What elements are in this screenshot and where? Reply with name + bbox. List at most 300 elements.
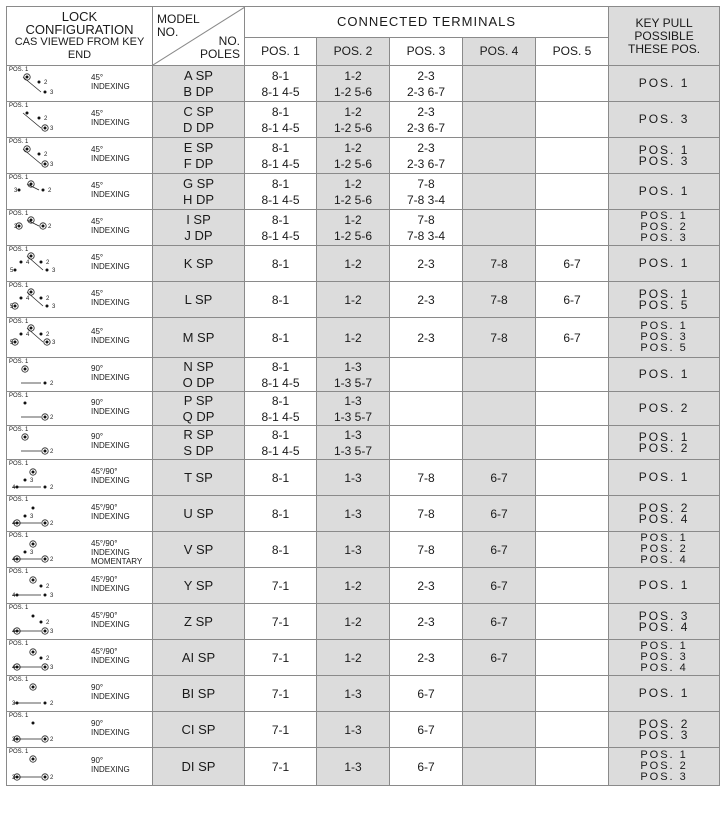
model-value: K SP: [183, 255, 214, 271]
pos2-value: 1-3 5-7: [333, 375, 373, 390]
pos5-cell: [536, 246, 609, 282]
lock-config-cell: [7, 640, 153, 676]
pos1-cell: [245, 66, 317, 102]
key-pull-value: POS. 1: [638, 429, 690, 444]
pos2-value: 1-2: [344, 176, 362, 191]
pos1-tag: POS. 1: [9, 359, 29, 365]
model-value: Q DP: [182, 408, 215, 424]
pos3-cell: [390, 496, 463, 532]
table-row: [7, 568, 720, 604]
key-pull-value: POS. 4: [640, 662, 688, 674]
pos4-cell: [463, 748, 536, 786]
pos1-value: 8-1 4-5: [261, 409, 300, 424]
pos1-value: 8-1: [271, 542, 290, 557]
pos5-value: 6-7: [563, 330, 581, 345]
pos2-value: 1-2 5-6: [333, 228, 373, 243]
pos5-cell: [536, 640, 609, 676]
pos5-cell: [536, 604, 609, 640]
svg-text:4: 4: [12, 485, 16, 491]
config-text: [91, 181, 130, 199]
pos1-tag: POS. 1: [9, 139, 29, 145]
pos2-value: 1-3: [344, 427, 362, 442]
pos1-cell: [245, 426, 317, 460]
pos2-value: 1-2: [344, 614, 362, 629]
pos1-tag: POS. 1: [9, 103, 29, 109]
svg-text:2: 2: [50, 557, 54, 563]
pos3-cell: [390, 568, 463, 604]
pos1-value: 7-1: [271, 614, 290, 629]
pos3-value: 2-3: [417, 104, 435, 119]
pos3-value: 2-3: [417, 68, 435, 83]
svg-text:3: 3: [30, 478, 34, 484]
pos1-cell: [245, 712, 317, 748]
model-cell: [153, 676, 245, 712]
pos1-cell: [245, 676, 317, 712]
pos1-value: 7-1: [271, 578, 290, 593]
pos1-value: 8-1: [271, 104, 290, 119]
svg-text:5: 5: [10, 268, 14, 274]
pos3-cell: [390, 66, 463, 102]
no-poles-label: NO. POLES: [199, 34, 240, 61]
lock-config-cell: [7, 426, 153, 460]
pos3-value: 2-3: [417, 140, 435, 155]
degree-label: 45°/90°: [91, 539, 118, 548]
pos1-cell: [245, 102, 317, 138]
svg-text:2: 2: [50, 737, 54, 743]
svg-text:3: 3: [50, 90, 54, 96]
pos1-cell: [245, 318, 317, 358]
pos3-value: 7-8: [417, 470, 435, 485]
table-row: [7, 246, 720, 282]
lock-config-line1: LOCK: [61, 9, 98, 24]
key-pull-value: POS. 1: [638, 578, 690, 592]
pos4-cell: [463, 532, 536, 568]
model-value: L SP: [184, 291, 213, 307]
key-pull-line3: THESE POS.: [628, 41, 701, 56]
config-text: [91, 575, 130, 593]
indexing-label: INDEXING: [91, 692, 130, 701]
svg-text:3: 3: [52, 340, 56, 346]
pos1-value: 8-1: [271, 140, 290, 155]
key-pull-line1: KEY PULL: [635, 15, 693, 30]
svg-text:3: 3: [14, 188, 18, 194]
table-row: [7, 640, 720, 676]
pos2-cell: [317, 748, 390, 786]
key-pull-value: POS. 3: [640, 651, 688, 663]
svg-text:4: 4: [26, 260, 30, 266]
svg-text:5: 5: [10, 340, 14, 346]
pos3-value: 7-8: [417, 212, 435, 227]
table-row: [7, 604, 720, 640]
key-pull-cell: [609, 282, 720, 318]
pos4-value: 6-7: [490, 578, 508, 593]
key-pull-value: POS. 2: [640, 221, 688, 233]
degree-label: 45°/90°: [91, 647, 118, 656]
pos5-cell: [536, 532, 609, 568]
indexing-label: INDEXING: [91, 262, 130, 271]
pos4-value: 7-8: [490, 292, 508, 307]
model-cell: [153, 246, 245, 282]
lock-config-cell: [7, 712, 153, 748]
pos2-value: 1-2 5-6: [333, 156, 373, 171]
pos2-value: 1-2: [344, 104, 362, 119]
pos2-value: 1-3 5-7: [333, 409, 373, 424]
svg-text:3: 3: [14, 224, 18, 230]
svg-text:3: 3: [50, 593, 54, 599]
pos2-cell: [317, 640, 390, 676]
degree-label: 45°/90°: [91, 575, 118, 584]
pos1-cell: [245, 460, 317, 496]
indexing-label: INDEXING: [91, 407, 130, 416]
pos3-value: 2-3 6-7: [406, 84, 446, 99]
pos3-cell: [390, 392, 463, 426]
pos4-cell: [463, 676, 536, 712]
pos4-cell: [463, 460, 536, 496]
table-row: [7, 174, 720, 210]
key-pull-value: POS. 1: [638, 286, 690, 301]
pos4-value: 6-7: [490, 542, 508, 557]
lock-config-cell: [7, 676, 153, 712]
model-cell: [153, 604, 245, 640]
pos3-value: 2-3: [417, 650, 435, 665]
pos4-cell: [463, 358, 536, 392]
model-no-label: MODEL NO.: [157, 12, 200, 39]
pos1-tag: POS. 1: [9, 641, 29, 647]
model-cell: [153, 392, 245, 426]
pos3-cell: [390, 460, 463, 496]
lock-config-cell: [7, 604, 153, 640]
model-cell: [153, 102, 245, 138]
degree-label: 90°: [91, 683, 104, 692]
pos5-cell: [536, 712, 609, 748]
svg-text:3: 3: [12, 737, 16, 743]
pos4-value: 7-8: [490, 330, 508, 345]
pos3-value: 2-3: [417, 614, 435, 629]
model-cell: [153, 426, 245, 460]
key-pull-value: POS. 1: [640, 532, 688, 544]
degree-label: 45°: [91, 217, 104, 226]
pos1-value: 8-1: [271, 176, 290, 191]
pos1-value: 8-1: [271, 330, 290, 345]
lock-config-cell: [7, 392, 153, 426]
svg-text:2: 2: [46, 620, 50, 626]
key-pull-value: POS. 4: [638, 619, 690, 634]
key-pull-value: POS. 3: [638, 112, 690, 126]
pos4-header: POS. 4: [463, 37, 536, 65]
pos2-value: 1-2: [344, 650, 362, 665]
config-text: [91, 398, 130, 416]
config-text: [91, 364, 130, 382]
pos1-tag: POS. 1: [9, 605, 29, 611]
pos4-value: 7-8: [490, 256, 508, 271]
pos3-cell: [390, 358, 463, 392]
degree-label: 45°/90°: [91, 611, 118, 620]
table-row: [7, 318, 720, 358]
model-value: T SP: [184, 469, 213, 485]
pos5-cell: [536, 102, 609, 138]
indexing-label: INDEXING: [91, 298, 130, 307]
svg-text:3: 3: [30, 550, 34, 556]
svg-text:2: 2: [46, 584, 50, 590]
key-pull-value: POS. 3: [640, 771, 688, 783]
config-text: [91, 289, 130, 307]
pos3-value: 2-3: [417, 330, 435, 345]
pos2-value: 1-2: [344, 68, 362, 83]
pos1-tag: POS. 1: [9, 211, 29, 217]
table-row: [7, 102, 720, 138]
pos1-tag: POS. 1: [9, 461, 29, 467]
key-pull-value: POS. 3: [638, 608, 690, 623]
pos1-value: 8-1: [271, 427, 290, 442]
degree-label: 90°: [91, 432, 104, 441]
pos4-cell: [463, 640, 536, 676]
pos3-value: 6-7: [417, 722, 435, 737]
key-pull-cell: [609, 102, 720, 138]
lock-config-cell: [7, 102, 153, 138]
degree-label: 45°: [91, 253, 104, 262]
model-value: P SP: [183, 392, 214, 408]
key-pull-value: POS. 1: [640, 640, 688, 652]
pos2-cell: [317, 532, 390, 568]
model-cell: [153, 460, 245, 496]
pos2-cell: [317, 282, 390, 318]
pos2-cell: [317, 174, 390, 210]
pos1-cell: [245, 748, 317, 786]
degree-label: 45°/90°: [91, 467, 118, 476]
table-row: [7, 496, 720, 532]
pos2-value: 1-3: [344, 359, 362, 374]
pos2-value: 1-3: [344, 759, 362, 774]
pos5-header: POS. 5: [536, 37, 609, 65]
pos3-value: 2-3: [417, 256, 435, 271]
key-pull-cell: [609, 358, 720, 392]
indexing-label: INDEXING: [91, 154, 130, 163]
pos4-cell: [463, 318, 536, 358]
pos1-value: 8-1: [271, 506, 290, 521]
pos3-header: POS. 3: [390, 37, 463, 65]
lock-config-cell: [7, 748, 153, 786]
pos4-value: 6-7: [490, 506, 508, 521]
svg-text:4: 4: [12, 593, 16, 599]
lock-config-cell: [7, 460, 153, 496]
table-row: [7, 460, 720, 496]
model-cell: [153, 748, 245, 786]
svg-text:4: 4: [12, 557, 16, 563]
indexing-label: INDEXING: [91, 190, 130, 199]
pos1-value: 7-1: [271, 650, 290, 665]
pos3-value: 6-7: [417, 759, 435, 774]
degree-label: 90°: [91, 364, 104, 373]
key-pull-cell: [609, 532, 720, 568]
pos1-tag: POS. 1: [9, 533, 29, 539]
key-pull-cell: [609, 460, 720, 496]
pos4-cell: [463, 210, 536, 246]
pos1-cell: [245, 496, 317, 532]
degree-label: 45°: [91, 289, 104, 298]
key-pull-value: POS. 1: [638, 256, 690, 270]
key-pull-cell: [609, 66, 720, 102]
table-row: [7, 358, 720, 392]
pos1-tag: POS. 1: [9, 247, 29, 253]
svg-text:2: 2: [50, 415, 54, 421]
momentary-label: MOMENTARY: [91, 557, 143, 566]
model-value: C SP: [183, 103, 214, 119]
pos3-value: 2-3 6-7: [406, 120, 446, 135]
svg-text:4: 4: [12, 521, 16, 527]
pos5-cell: [536, 174, 609, 210]
pos2-value: 1-3: [344, 686, 362, 701]
lock-config-cell: [7, 174, 153, 210]
pos1-value: 8-1 4-5: [261, 120, 300, 135]
pos2-cell: [317, 496, 390, 532]
model-cell: [153, 282, 245, 318]
degree-label: 45°/90°: [91, 503, 118, 512]
svg-text:2: 2: [46, 656, 50, 662]
pos2-cell: [317, 210, 390, 246]
pos3-cell: [390, 748, 463, 786]
table-row: [7, 282, 720, 318]
model-value: A SP: [184, 67, 213, 83]
table-row: [7, 748, 720, 786]
model-value: M SP: [182, 329, 215, 345]
config-text: [91, 647, 130, 665]
pos2-value: 1-2 5-6: [333, 192, 373, 207]
key-pull-value: POS. 4: [638, 511, 690, 526]
pos4-value: 6-7: [490, 470, 508, 485]
svg-text:2: 2: [44, 116, 48, 122]
model-cell: [153, 640, 245, 676]
table-row: [7, 138, 720, 174]
pos2-cell: [317, 246, 390, 282]
key-pull-value: POS. 1: [640, 749, 688, 761]
pos4-value: 6-7: [490, 650, 508, 665]
pos1-value: 7-1: [271, 722, 290, 737]
key-pull-line2: POSSIBLE: [634, 28, 694, 43]
pos5-cell: [536, 676, 609, 712]
config-text: [91, 109, 130, 127]
key-pull-cell: [609, 748, 720, 786]
svg-text:2: 2: [50, 521, 54, 527]
pos1-cell: [245, 246, 317, 282]
pos1-tag: POS. 1: [9, 283, 29, 289]
model-cell: [153, 318, 245, 358]
svg-text:3: 3: [50, 162, 54, 168]
key-pull-cell: [609, 676, 720, 712]
pos1-value: 8-1: [271, 292, 290, 307]
pos1-cell: [245, 532, 317, 568]
key-pull-value: POS. 3: [640, 232, 688, 244]
table-row: [7, 532, 720, 568]
pos1-tag: POS. 1: [9, 749, 29, 755]
svg-text:2: 2: [46, 332, 50, 338]
pos2-cell: [317, 138, 390, 174]
pos2-value: 1-2: [344, 212, 362, 227]
config-text: [91, 432, 130, 450]
pos2-cell: [317, 604, 390, 640]
pos1-value: 8-1 4-5: [261, 156, 300, 171]
connected-terminals-header: CONNECTED TERMINALS: [245, 7, 609, 38]
model-value: Z SP: [184, 613, 213, 629]
pos1-value: 8-1 4-5: [261, 443, 300, 458]
lock-config-header: [7, 7, 153, 66]
model-poles-header: [153, 7, 245, 66]
key-pull-cell: [609, 426, 720, 460]
pos5-cell: [536, 318, 609, 358]
key-pull-value: POS. 2: [640, 543, 688, 555]
svg-text:2: 2: [50, 449, 54, 455]
pos3-value: 2-3: [417, 292, 435, 307]
indexing-label: INDEXING: [91, 82, 130, 91]
degree-label: 45°: [91, 109, 104, 118]
model-cell: [153, 496, 245, 532]
config-text: [91, 253, 130, 271]
key-pull-cell: [609, 712, 720, 748]
pos1-tag: POS. 1: [9, 393, 29, 399]
key-pull-value: POS. 1: [638, 686, 690, 700]
table-row: [7, 210, 720, 246]
model-cell: [153, 174, 245, 210]
key-pull-cell: [609, 246, 720, 282]
key-pull-value: POS. 1: [638, 76, 690, 90]
pos4-cell: [463, 568, 536, 604]
config-text: [91, 503, 130, 521]
pos2-cell: [317, 318, 390, 358]
pos4-cell: [463, 102, 536, 138]
pos3-cell: [390, 210, 463, 246]
key-pull-cell: [609, 640, 720, 676]
pos2-value: 1-3: [344, 470, 362, 485]
pos1-value: 7-1: [271, 759, 290, 774]
degree-label: 90°: [91, 756, 104, 765]
model-value: J DP: [184, 227, 213, 243]
pos2-value: 1-2 5-6: [333, 84, 373, 99]
svg-text:2: 2: [50, 381, 54, 387]
pos1-tag: POS. 1: [9, 677, 29, 683]
pos5-cell: [536, 358, 609, 392]
table-row: [7, 392, 720, 426]
svg-text:2: 2: [50, 701, 54, 707]
lock-config-line3: CAS VIEWED FROM KEY END: [14, 36, 145, 61]
pos4-cell: [463, 138, 536, 174]
key-pull-value: POS. 1: [638, 367, 690, 381]
pos1-tag: POS. 1: [9, 67, 29, 73]
pos3-cell: [390, 174, 463, 210]
config-text: [91, 611, 130, 629]
pos1-value: 8-1 4-5: [261, 84, 300, 99]
key-pull-value: POS. 2: [638, 716, 690, 731]
model-value: CI SP: [181, 721, 216, 737]
pos4-cell: [463, 392, 536, 426]
pos2-value: 1-3: [344, 542, 362, 557]
pos5-cell: [536, 210, 609, 246]
key-pull-value: POS. 1: [640, 320, 688, 332]
model-value: B DP: [183, 83, 214, 99]
degree-label: 45°: [91, 145, 104, 154]
pos3-cell: [390, 246, 463, 282]
model-cell: [153, 138, 245, 174]
pos2-value: 1-2: [344, 330, 362, 345]
model-value: H DP: [182, 191, 215, 207]
config-text: [91, 539, 142, 566]
svg-text:2: 2: [44, 80, 48, 86]
pos1-header: POS. 1: [245, 37, 317, 65]
key-pull-value: POS. 2: [640, 760, 688, 772]
config-text: [91, 683, 130, 701]
pos4-cell: [463, 66, 536, 102]
pos3-value: 7-8: [417, 506, 435, 521]
key-pull-value: POS. 2: [638, 440, 690, 455]
pos5-cell: [536, 568, 609, 604]
